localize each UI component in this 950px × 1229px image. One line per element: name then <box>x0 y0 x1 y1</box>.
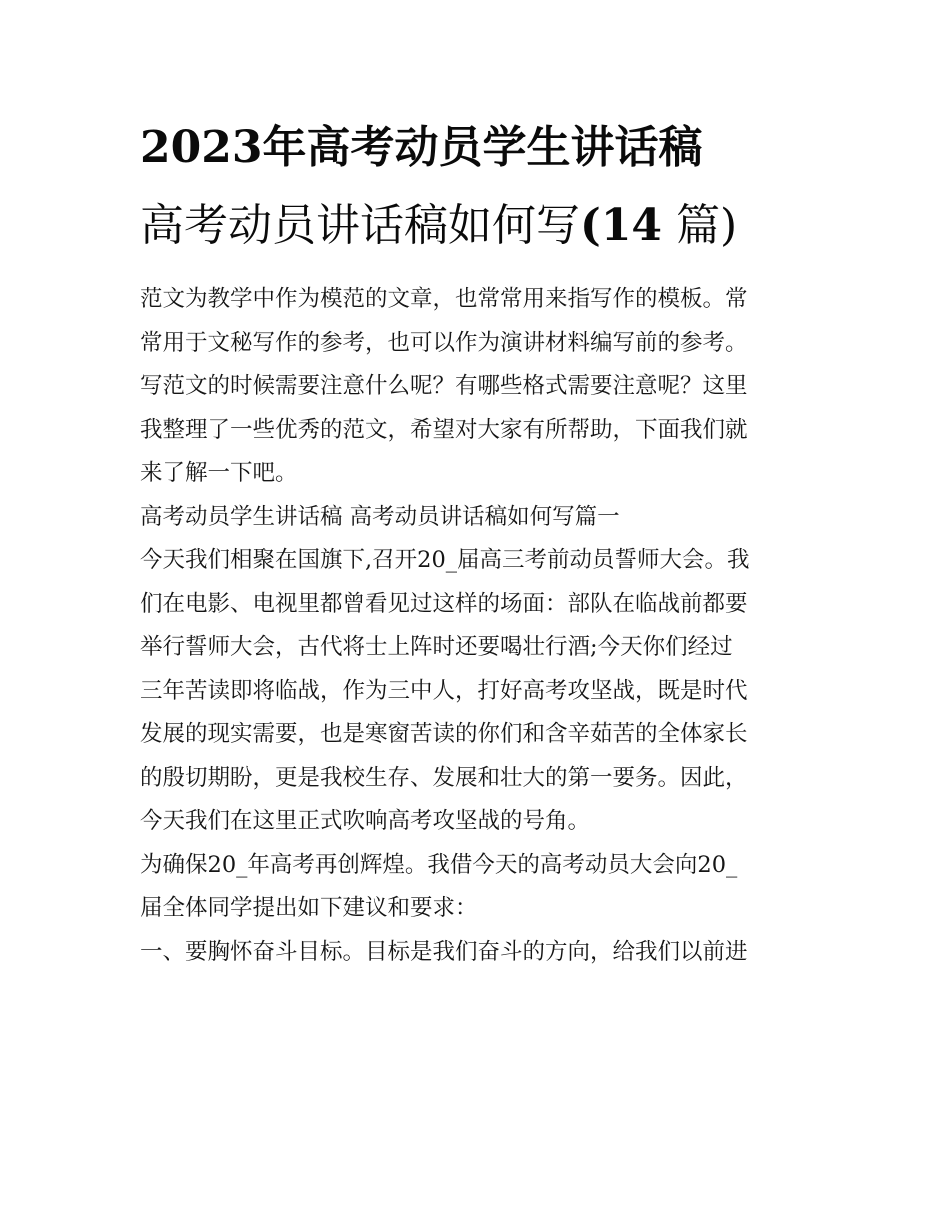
body-line: 三年苦读即将临战，作为三中人，打好高考攻坚战，既是时代 <box>140 677 748 704</box>
body-line: 今天我们相聚在国旗下,召开20_届高三考前动员誓师大会。我 <box>140 547 750 573</box>
body-line: 我整理了一些优秀的范文，希望对大家有所帮助，下面我们就 <box>140 416 748 443</box>
body-line: 发展的现实需要，也是寒窗苦读的你们和含辛茹苦的全体家长 <box>140 721 748 747</box>
document-title-line-2 <box>140 198 840 254</box>
title-line-2-count: (14 <box>580 200 663 251</box>
body-line: 常用于文秘写作的参考，也可以作为演讲材料编写前的参考。 <box>140 329 748 356</box>
section-heading: 高考动员学生讲话稿 高考动员讲话稿如何写篇一 <box>140 503 620 530</box>
body-line: 今天我们在这里正式吹响高考攻坚战的号角。 <box>140 808 591 834</box>
document-body <box>140 278 820 974</box>
body-line: 们在电影、电视里都曾看见过这样的场面：部队在临战前都要 <box>140 590 748 617</box>
document-title-line-1: 2023年高考动员学生讲话稿 <box>140 122 703 173</box>
body-line: 范文为教学中作为模范的文章，也常常用来指写作的模板。常 <box>140 286 748 312</box>
body-line: 写范文的时候需要注意什么呢？有哪些格式需要注意呢？这里 <box>140 373 748 399</box>
body-line: 届全体同学提出如下建议和要求： <box>140 895 478 921</box>
body-line: 来了解一下吧。 <box>140 460 298 486</box>
body-line: 为确保20_年高考再创辉煌。我借今天的高考动员大会向20_ <box>140 851 738 878</box>
body-line: 的殷切期盼，更是我校生存、发展和壮大的第一要务。因此， <box>140 764 748 791</box>
body-line: 一、要胸怀奋斗目标。目标是我们奋斗的方向，给我们以前进 <box>140 938 748 965</box>
title-line-2-text: 高考动员讲话稿如何写 <box>140 200 580 251</box>
body-line: 举行誓师大会，古代将士上阵时还要喝壮行酒;今天你们经过 <box>140 634 733 660</box>
title-line-2-suffix: 篇) <box>676 200 738 251</box>
